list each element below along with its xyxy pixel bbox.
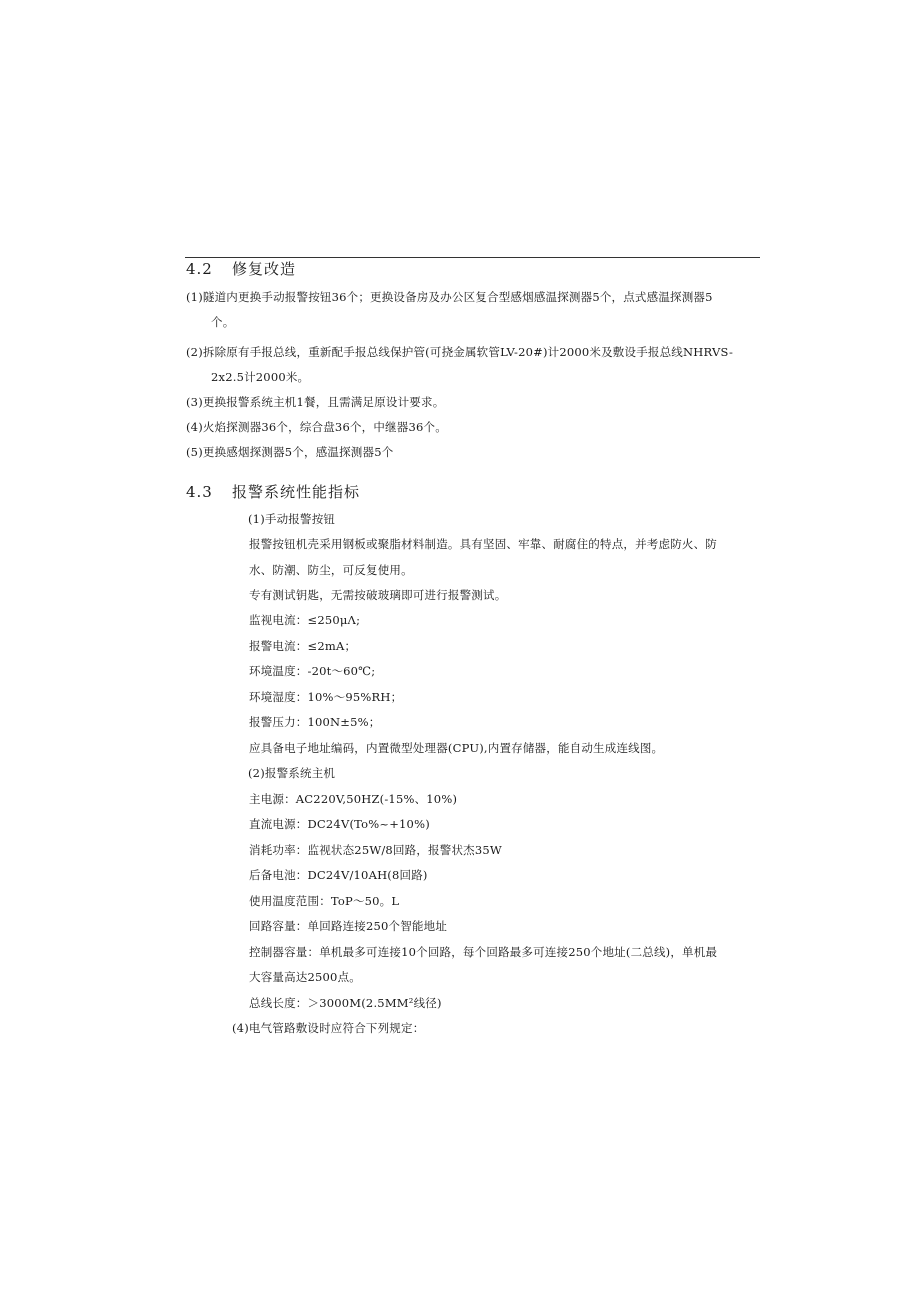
spec-line: 监视电流：≤250μΛ; [249, 613, 361, 627]
spec-line: 使用温度范围：ToP～50。L [249, 894, 400, 908]
section-number: 4.2 [186, 260, 213, 278]
section-number: 4.3 [186, 483, 213, 501]
spec-line: 直流电源：DC24V(To%~+10%) [249, 817, 430, 831]
spec-line: (1)手动报警按钮 [248, 512, 336, 526]
list-item: (2)拆除原有手报总线，重新配手报总线保护管(可挠金属软管LV-20#)计2000米及敷设手报总线NHRVS- [186, 345, 734, 359]
section-title: 报警系统性能指标 [232, 483, 361, 501]
header-rule [185, 257, 760, 258]
spec-line: 控制器容量：单机最多可连接10个回路，每个回路最多可连接250个地址(二总线)，单机最 [249, 945, 718, 959]
spec-line: 报警电流：≤2mA； [249, 639, 357, 653]
section-title: 修复改造 [232, 260, 297, 278]
spec-line: 总线长度：＞3000M(2.5MM²线径) [249, 996, 442, 1010]
list-item: (3)更换报警系统主机1餐，且需满足原设计要求。 [186, 395, 445, 409]
spec-line: 环境湿度：10%～95%RH； [249, 690, 403, 704]
spec-line: 环境温度：-20t～60℃; [249, 664, 376, 678]
list-item: 个。 [211, 315, 235, 329]
spec-line: 应具备电子地址编码，内置微型处理器(CPU),内置存储器，能自动生成连线图。 [249, 741, 664, 755]
spec-line: (4)电气管路敷设时应符合下列规定： [232, 1021, 425, 1035]
list-item: (1)隧道内更换手动报警按钮36个；更换设备房及办公区复合型感烟感温探测器5个，点式感温探测器5 [186, 290, 713, 304]
list-item: (4)火焰探测器36个，综合盘36个，中继器36个。 [186, 420, 447, 434]
spec-line: 后备电池：DC24V/10AH(8回路) [249, 868, 428, 882]
section-4-3-heading [186, 482, 360, 502]
spec-line: 专有测试钥匙，无需按破玻璃即可进行报警测试。 [249, 588, 507, 602]
spec-line: 大容量高达2500点。 [249, 970, 361, 984]
spec-line: 消耗功率：监视状态25W/8回路，报警状杰35W [249, 843, 502, 857]
spec-line: 报警压力：100N±5%； [249, 715, 381, 729]
spec-line: 回路容量：单回路连接250个智能地址 [249, 919, 448, 933]
list-item: (5)更换感烟探测器5个，感温探测器5个 [186, 445, 394, 459]
list-item: 2x2.5计2000米。 [211, 370, 310, 384]
spec-line: 报警按钮机壳采用钢板或聚脂材料制造。具有坚固、牢靠、耐腐住的特点，并考虑防火、防 [249, 537, 717, 551]
spec-line: 水、防潮、防尘，可反复使用。 [249, 563, 413, 577]
spec-line: 主电源：AC220V,50HZ(-15%、10%) [249, 792, 458, 806]
section-4-2-heading [186, 259, 296, 279]
spec-line: (2)报警系统主机 [248, 766, 336, 780]
